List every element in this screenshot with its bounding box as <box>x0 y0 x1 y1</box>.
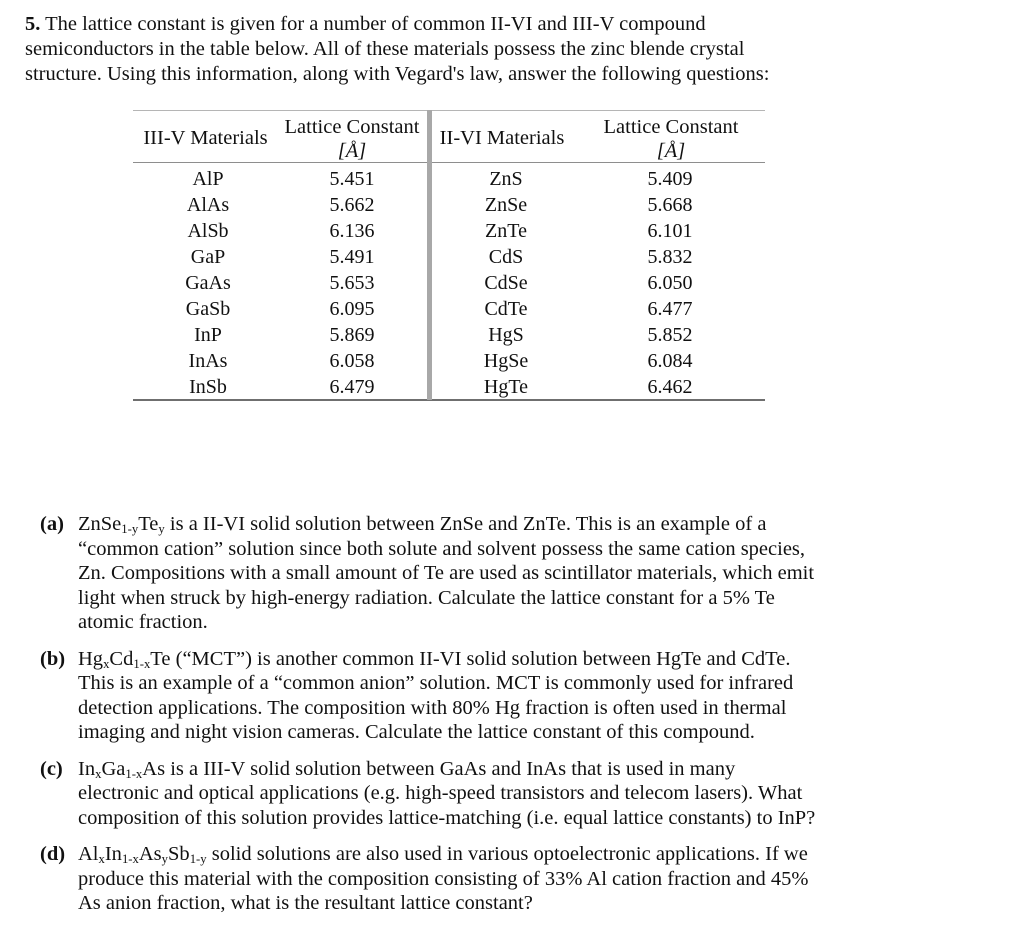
problem-number: 5. <box>25 13 41 35</box>
formula-alinassb: $Al_xIn_{1-x}As_ySb_{1-y}$ <box>78 843 207 867</box>
lattice-constant-cell: 6.101 <box>647 220 693 242</box>
material-cell: ZnS <box>489 168 523 190</box>
column-ii-vi-materials <box>431 166 581 400</box>
question-d-label: (d) <box>40 843 66 865</box>
header-unit: [Å] <box>337 140 367 162</box>
problem-intro <box>25 12 985 87</box>
material-cell: CdS <box>488 246 524 268</box>
column-iii-v-materials <box>141 166 275 400</box>
lattice-constant-cell: 5.451 <box>329 168 375 190</box>
header-ii-vi-materials: II-VI Materials <box>439 127 565 149</box>
material-cell: HgS <box>488 324 524 346</box>
lattice-constant-cell: 5.491 <box>329 246 375 268</box>
lattice-constant-cell: 6.095 <box>329 298 375 320</box>
lattice-constant-cell: 5.832 <box>647 246 693 268</box>
lattice-constant-cell: 5.852 <box>647 324 693 346</box>
intro-line-3: structure. Using this information, along with Vegard's law, answer the following questions: <box>25 63 770 85</box>
material-cell: HgSe <box>483 350 529 372</box>
material-cell: AlP <box>192 168 224 190</box>
formula-ingaas: $In_xGa_{1-x}As$ <box>78 757 166 781</box>
lattice-constant-cell: 6.058 <box>329 350 375 372</box>
column-ii-vi-constants <box>595 166 745 400</box>
material-cell: HgTe <box>483 376 529 398</box>
question-c-label: (c) <box>40 757 63 780</box>
question-b-label: (b) <box>40 647 66 670</box>
intro-line-2: semiconductors in the table below. All of these materials possess the zinc blende crystal <box>25 38 745 60</box>
lattice-constant-cell: 6.136 <box>329 220 375 242</box>
header-ii-vi-lattice-constant: Lattice Constant [Å] <box>578 115 764 163</box>
question-a: (a) $ZnSe_{1-y}Te_y$ is a II-VI solid solution between ZnSe and ZnTe. This is an example of a “common cation” solution since both solute and solvent possess the same cation species, Zn. Compositions with a small amount of Te are used as scintillator materials, which emit light when struck by high-energy radiation. Calculate the lattice constant for a 5% Te atomic fraction. <box>40 513 815 633</box>
material-cell: CdTe <box>484 298 528 320</box>
lattice-constant-cell: 6.084 <box>647 350 693 372</box>
material-cell: GaAs <box>185 272 231 294</box>
material-cell: ZnSe <box>484 194 528 216</box>
lattice-constant-cell: 5.869 <box>329 324 375 346</box>
question-b: (b) $Hg_xCd_{1-x}Te$ (“MCT”) is another common II-VI solid solution between HgTe and CdTe. This is an example of a “common anion” solution. MCT is commonly used for infrared detection applications. The composition with 80% Hg fraction is often used in thermal imaging and night vision cameras. Calculate the lattice constant of this compound. <box>40 647 794 743</box>
formula-znse-te: $ZnSe_{1-y}Te_y$ <box>78 513 165 537</box>
header-unit: [Å] <box>656 140 686 162</box>
material-cell: InSb <box>189 376 227 398</box>
material-cell: InP <box>194 324 222 346</box>
header-iii-v-materials: III-V Materials <box>143 127 268 149</box>
lattice-constant-cell: 6.462 <box>647 376 693 398</box>
formula-hgcdte: $Hg_xCd_{1-x}Te$ <box>78 647 171 671</box>
table-top-rule <box>133 110 765 111</box>
column-iii-v-constants <box>277 166 427 400</box>
lattice-constant-cell: 6.479 <box>329 376 375 398</box>
question-a-label: (a) <box>40 513 64 535</box>
lattice-constant-cell: 5.653 <box>329 272 375 294</box>
material-cell: GaSb <box>185 298 231 320</box>
lattice-constant-cell: 6.477 <box>647 298 693 320</box>
material-cell: AlSb <box>187 220 229 242</box>
question-c: (c) $In_xGa_{1-x}As$ is a III-V solid solution between GaAs and InAs that is used in many electronic and optical applications (e.g. high-speed transistors and telecom lasers). What composition of this solution provides lattice-matching (i.e. equal lattice constants) to InP? <box>40 757 816 829</box>
lattice-constant-cell: 5.409 <box>647 168 693 190</box>
material-cell: ZnTe <box>485 220 527 242</box>
material-cell: AlAs <box>186 194 230 216</box>
question-list <box>40 512 1000 914</box>
lattice-constant-cell: 5.668 <box>647 194 693 216</box>
material-cell: GaP <box>190 246 226 268</box>
header-iii-v-lattice-constant: Lattice Constant [Å] <box>277 115 427 163</box>
lattice-constant-table <box>133 110 765 402</box>
lattice-constant-cell: 5.662 <box>329 194 375 216</box>
intro-line-1: 5. The lattice constant is given for a number of common II-VI and III-V compound <box>25 13 706 35</box>
material-cell: InAs <box>188 350 228 372</box>
question-d: (d) $Al_xIn_{1-x}As_ySb_{1-y}$ solid solutions are also used in various optoelectronic applications. If we produce this material with the composition consisting of 33% Al cation fraction and 45% As anion fraction, what is the resultant lattice constant? <box>40 843 809 914</box>
lattice-constant-cell: 6.050 <box>647 272 693 294</box>
material-cell: CdSe <box>484 272 528 294</box>
